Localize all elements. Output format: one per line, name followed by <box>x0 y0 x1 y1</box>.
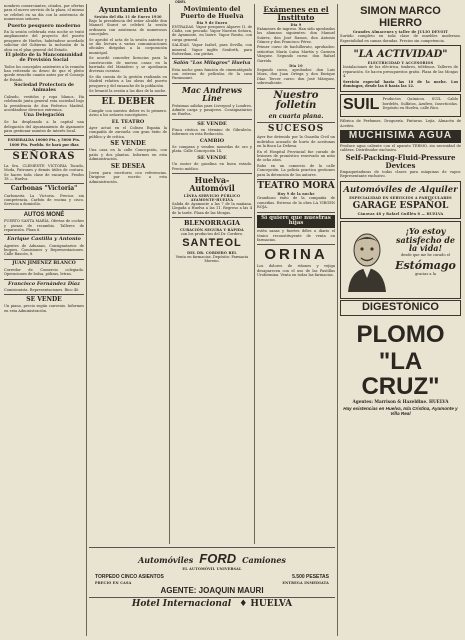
ad-heading-suil: SUIL <box>343 96 380 114</box>
ad-text: desde que me he curado el <box>400 253 451 258</box>
section-heading-puerto: Movimiento del Puerto de Huelva <box>180 5 244 20</box>
ad-heading-senoras: SEÑORAS <box>12 151 76 163</box>
ad-text: Próximas salidas para Liverpool y Londres. Admite carga y pasajeros. Consignatarios en Huelva. <box>172 103 252 117</box>
section-subheading: Sesión del día 11 de Enero 1930 <box>94 14 162 19</box>
ad-text: Productos Químicos. SUIL Caldo bordelés, Sulfatos, Azufres, Insecticidas. Depósito en Huelva, calle Rico. <box>382 97 458 111</box>
ford-right-label: Camiones <box>242 555 286 565</box>
article-text: SALIDAS. Vapor Isabel, para Sevilla, con mineral. Vapor inglés Seaforth, para Rotterdam, con piritas. <box>172 43 252 57</box>
section-heading-examenes: Exámenes en el Instituto <box>263 5 329 22</box>
ad-subheading: Cánovas 48 y Rafael Guillén 8 — HUELVA <box>357 212 444 217</box>
ad-heading-estomago: Estómago <box>395 258 456 272</box>
article-text: En el Hospital Provincial fue curado de lesiones de pronóstico reservado un niño de ocho años. <box>257 149 335 163</box>
article-heading: Sociedad Protectora de Animales <box>14 83 74 93</box>
ad-heading-self-packing: Self-Packing-Fluid-Pressure Devices <box>345 153 456 170</box>
article-text: Ayer fue detenido por la Guardia Civil un individuo acusado de hurto de aceitunas en la finca La Dehesa. <box>257 135 335 149</box>
ad-subheading: LÍNEA SERVICIO PÚBLICO AYAMONTE-HUELVA <box>183 193 241 202</box>
section-subheading: Día 9 <box>290 22 302 27</box>
hotel-name: Hotel Internacional <box>131 599 232 610</box>
header-date: ODIEL <box>175 0 186 4</box>
ad-heading-carbonas: Carbonas "Victoria" <box>10 185 78 193</box>
ad-heading-fernandez: Francisco Fernández Díaz <box>7 280 81 287</box>
ad-heading-la-cruz: "LA CRUZ" <box>361 347 440 401</box>
ad-text: Hay existencias en Huelva, Isla Cristina, Ayamonte y Villa Real <box>343 405 458 416</box>
ad-text: Instalaciones de luz eléctrica, timbres, teléfonos. Talleres de reparación. Se hacen presupuestos gratis. Plaza de las Monjas 4. <box>343 65 458 79</box>
ad-subheading: Grandes Almacenes y taller de JULIO DEVOIT <box>352 30 449 35</box>
article-text: Ayer actuó en el Coliseo España la compañía de zarzuela con gran éxito de público y de crítica. <box>89 125 167 139</box>
article-text: Segundo curso, aprobados: don Luis Mora, don Juan Ortega y don Enrique Díaz. Tercer curso: don José Márquez, sobresaliente. <box>257 68 335 86</box>
ford-subtitle: EL AUTOMÓVIL UNIVERSAL <box>182 566 242 571</box>
ad-heading-se-desea: SE DESEA <box>110 162 146 170</box>
ad-text: estén sanas y fuertes déles a diario el tónico reconstituyente de venta en farmacias. <box>257 229 335 243</box>
section-heading-ayuntamiento: Ayuntamiento <box>98 5 158 14</box>
article-text: nombres comerciantes, citados, por ofertas para el nuevo servicio de la plaza, el mismo se celebró en su día con la asistencia de numerosos señores. <box>4 4 84 22</box>
ad-text: Un motor de gasolina en buen estado. Precio módico. <box>172 162 252 171</box>
ad-text: Salida de Ayamonte a las 7 de la mañana. Llegada a Huelva a las 11. Regreso a las 4 de la tarde. Plaza de las Monjas. <box>172 201 252 215</box>
ad-heading-automoviles-alquiler: Automóviles de Alquiler <box>343 184 458 195</box>
ford-torpedo: TORPEDO CINCO ASIENTOS <box>95 573 164 580</box>
ford-left-label: Automóviles <box>138 555 194 565</box>
ad-heading-se-vende: SE VENDE <box>110 140 146 148</box>
portrait-illustration <box>344 230 390 292</box>
ad-subheading: ESPECIALIDAD EN SERVICIOS A PARTICULARES <box>349 195 452 200</box>
ad-heading-satisfecho: ¡Yo estoy satisfecho de la vida! <box>396 226 455 253</box>
article-text: Se dio cuenta de la gestión realizada en Madrid relativa a las obras del puerto pesquero y del ensanche de la población. <box>89 74 167 88</box>
ford-agent: AGENTE: JOAQUIN MAURI <box>160 585 264 595</box>
ad-text: Venta en farmacias. Depósito: Farmacia Moreno. <box>175 254 249 264</box>
ad-text: Agentes de Aduanas, Consignatarios de buques, Comisiones y Representaciones. Calle Rascón, 8. <box>4 243 84 257</box>
ad-heading-autos: AUTOS MONÉ <box>23 211 65 218</box>
section-subheading: Hoy 9 de la noche <box>277 192 315 197</box>
ad-heading-orina: ORINA <box>264 246 328 264</box>
section-heading-teatro-mora: TEATRO MORA <box>257 181 335 192</box>
ford-advertisement <box>89 547 335 625</box>
ad-text: Esta noche gran función de cinematógrafo con estreno de películas de la casa Paramount. <box>172 67 252 81</box>
ad-heading-hijas: Si quiere que nuestras hijas <box>257 215 335 229</box>
ad-text: Finca rústica en término de Gibraleón. Informes en esta Redacción. <box>172 127 252 137</box>
article-text: Robo en un comercio de la calle Concepción. La policía practica gestiones para la detención de los autores. <box>257 163 335 177</box>
article-text: Grandioso éxito de la compañía de comedias. Estreno de la obra LA VIRGEN ROJA. <box>257 196 335 210</box>
ad-text: Un piano, precio según convenio. Informes en esta Administración. <box>4 304 84 313</box>
section-heading-sucesos: SUCESOS <box>267 123 325 134</box>
ad-text: Comisionista. Representaciones. Rico 40. <box>4 287 80 292</box>
ad-text: ESMERALDA 10000 Pts. y 5000 Pts. 1000 Pts. Pueblo. Se hará por días <box>7 138 81 147</box>
ford-price: 5.500 PESETAS <box>292 573 329 580</box>
ad-heading-se-vende: SE VENDE <box>197 154 227 161</box>
ad-heading-blenorragia: BLENORRAGIA <box>183 218 241 227</box>
section-heading-folletin: Nuestro folletín <box>273 89 319 112</box>
ad-text: Los dolores de riñones y vejiga desaparecen con el uso de las Pastillas Uroformina. Venta en todas las farmacias. <box>257 264 335 277</box>
ad-text: Joven para escritorio con referencias. Dirigirse por escrito a esta Administración. <box>89 170 167 184</box>
ad-text: La Sra. CLEMENTE VICTORIA Tocado, Moda, Patrones y demás útiles de costura. Se hacen toda clase de encargos. Prados 18 — Huelva. <box>4 163 84 181</box>
ad-heading-jimenez: JUAN JIMÉNEZ BLANCO <box>12 260 76 266</box>
article-text: Calzado, vestidos y ropa blanca. Ha celebrado junta general esta sociedad bajo la presidencia de don Federico Madrid, acordándose diversos extremos. <box>4 94 84 112</box>
section-heading-teatro: EL TEATRO <box>111 118 145 125</box>
ad-text: Se compran y venden monedas de oro y plata. Calle Concepción 14. <box>172 145 252 154</box>
ad-heading-plomo: PLOMO <box>356 320 445 348</box>
ad-heading-santeol: SANTEOL <box>182 237 242 250</box>
article-text: Cumplir con nuestro deber es lo primero. Aviso a los señores suscriptores. <box>89 108 167 118</box>
ad-heading-mac-andrews: Mac Andrews Line <box>181 84 242 104</box>
ad-heading-garage-espanol: GARAGE ESPAÑOL <box>352 200 449 211</box>
column-3 <box>172 4 252 544</box>
section-heading-el-deber: EL DEBER <box>101 97 155 108</box>
ad-heading-cambio: CAMBIO <box>199 137 225 144</box>
section-subheading: Día 9 de Enero <box>196 20 228 25</box>
ad-text: Corredor de Comercio colegiado. Operaciones de bolsa, pólizas, letras. <box>4 267 84 277</box>
ad-text: gracias a la <box>414 272 437 277</box>
article-heading: Una Delegación <box>23 113 65 119</box>
ad-subheading: ELECTRICIDAD Y ACCESORIOS <box>367 61 434 66</box>
article-text: Se ha desplazado a la capital una delegación del Ayuntamiento de Ayamonte para gestionar asuntos de interés local. <box>4 120 84 134</box>
ad-text: Una casa en la calle Concepción, con patio y dos plantas. Informes en esta Administración. <box>89 148 167 162</box>
ford-brand: FORD <box>199 551 237 566</box>
article-text: Se acordó conceder licencias para la construcción de nuevas casas en la barriada del Matadero y se aprobaron diversas cuentas. <box>89 56 167 74</box>
article-heading: El pleito de la Mancomunidad de Previsión Social <box>5 52 83 63</box>
ad-text: PUERTO SANTA MARÍA. Ofertas de coches y piezas de recambio. Talleres de reparación. Plaza 6. <box>4 219 84 232</box>
article-heading: Puerto pesquero moderno <box>7 22 81 29</box>
column-1 <box>4 4 84 636</box>
ad-heading-la-actividad: "LA ACTIVIDAD" <box>353 48 448 60</box>
column-5 <box>340 4 461 636</box>
ad-subheading: DEL DR. CORDERO BEL <box>187 250 237 255</box>
column-2 <box>89 4 167 544</box>
ford-delivery: ENTREGA INMEDIATA <box>282 580 329 585</box>
article-text: Exámenes de ingreso. Han sido aprobados los alumnos siguientes: don Manuel Suárez, don José Ramos, don Antonio Gómez y don Francisco Pérez. <box>257 26 335 44</box>
ad-text: Empaquetaduras de todas clases para máquinas de vapor. Representante exclusivo. <box>340 170 461 179</box>
ad-text: con los productos del Dr. Cordero. <box>180 231 244 236</box>
ad-text: Carbonería La Victoria. Precios sin competencia. Carbón de encina y cisco. Servicio a domicilio. <box>4 193 84 207</box>
article-text: Primer curso de bachillerato, aprobados: señoritas María Luisa Martín y Carmen Vázquez. Segundo curso: don Rafael Garrido. <box>257 45 335 63</box>
ad-heading-huelva-automovil: Huelva-Automóvil <box>189 174 235 194</box>
ad-text: Surtido completo en toda clase de muebles modernos. Especialidad en camas doradas. Precios sin competencia. <box>340 34 461 43</box>
ad-heading-se-vende: SE VENDE <box>197 120 227 127</box>
ford-price-label: PRECIO EN CASA <box>95 580 132 585</box>
ad-text: Agentes: Marrison & Hazeldine. HUELVA <box>352 399 449 405</box>
article-text: ENTRADAS. Vapor pesquero Algarve II, de Cádiz, con pescado. Vapor Nuestra Señora, de Ayamonte, en lastre. Vapor Rosita, con carga general. <box>172 24 252 42</box>
article-text: Se aprobó el acta de la sesión anterior y se dio lectura a varias comunicaciones oficiales dirigidas a la corporación municipal. <box>89 37 167 55</box>
article-text: Todos los concejales asistentes a la reunión han reiterado su deseo de que el pleito quede resuelto cuanto antes por el Consejo de Estado. <box>4 64 84 82</box>
ad-text: Produce agua caliente con el aparato TERMO, sin necesidad de caldera. Distribuidor exclusivo. <box>340 143 461 152</box>
section-subheading: en cuarta plana. <box>268 112 324 120</box>
ad-heading-muchisima-agua: MUCHISIMA AGUA <box>340 130 461 143</box>
ad-text: Servicio especial hasta las 10 de la noche. Los domingos, desde las 8 hasta las 12. <box>343 79 458 89</box>
article-text: Bajo la presidencia del señor alcalde don Manuel Siurot se celebró la sesión ordinaria con asistencia de numerosos concejales. <box>89 18 167 37</box>
article-text: Se levantó la sesión a las diez de la noche. <box>89 88 167 93</box>
hotel-city: ♦ HUELVA <box>239 599 293 610</box>
article-text: En la sesión celebrada esta noche se trató ampliamente del proyecto del puerto pesquero de Huelva, habiéndose acordado solicitar del Gobierno la inclusión de la obra en el plan general del Estado. <box>4 29 84 52</box>
ad-heading-digestonico: DIGESTÓNICO <box>340 300 461 316</box>
section-subheading: Día 10 <box>289 64 303 68</box>
ad-subheading: CURACIÓN SEGURA Y RÁPIDA <box>180 227 244 232</box>
ad-heading-simon-marco: SIMON MARCO HIERRO <box>360 5 441 29</box>
ad-heading-milagros: Salón "Los Milagros" Huelva <box>173 60 251 67</box>
ad-heading-castilla: Enrique Castilla y Antonio <box>7 236 81 243</box>
column-4 <box>257 4 335 636</box>
ad-text: Fábrica de Perfumes. Droguería. Pinturas. Lejía. Almacén de Aceites. <box>340 119 461 128</box>
ad-heading-se-vende: SE VENDE <box>26 296 62 304</box>
